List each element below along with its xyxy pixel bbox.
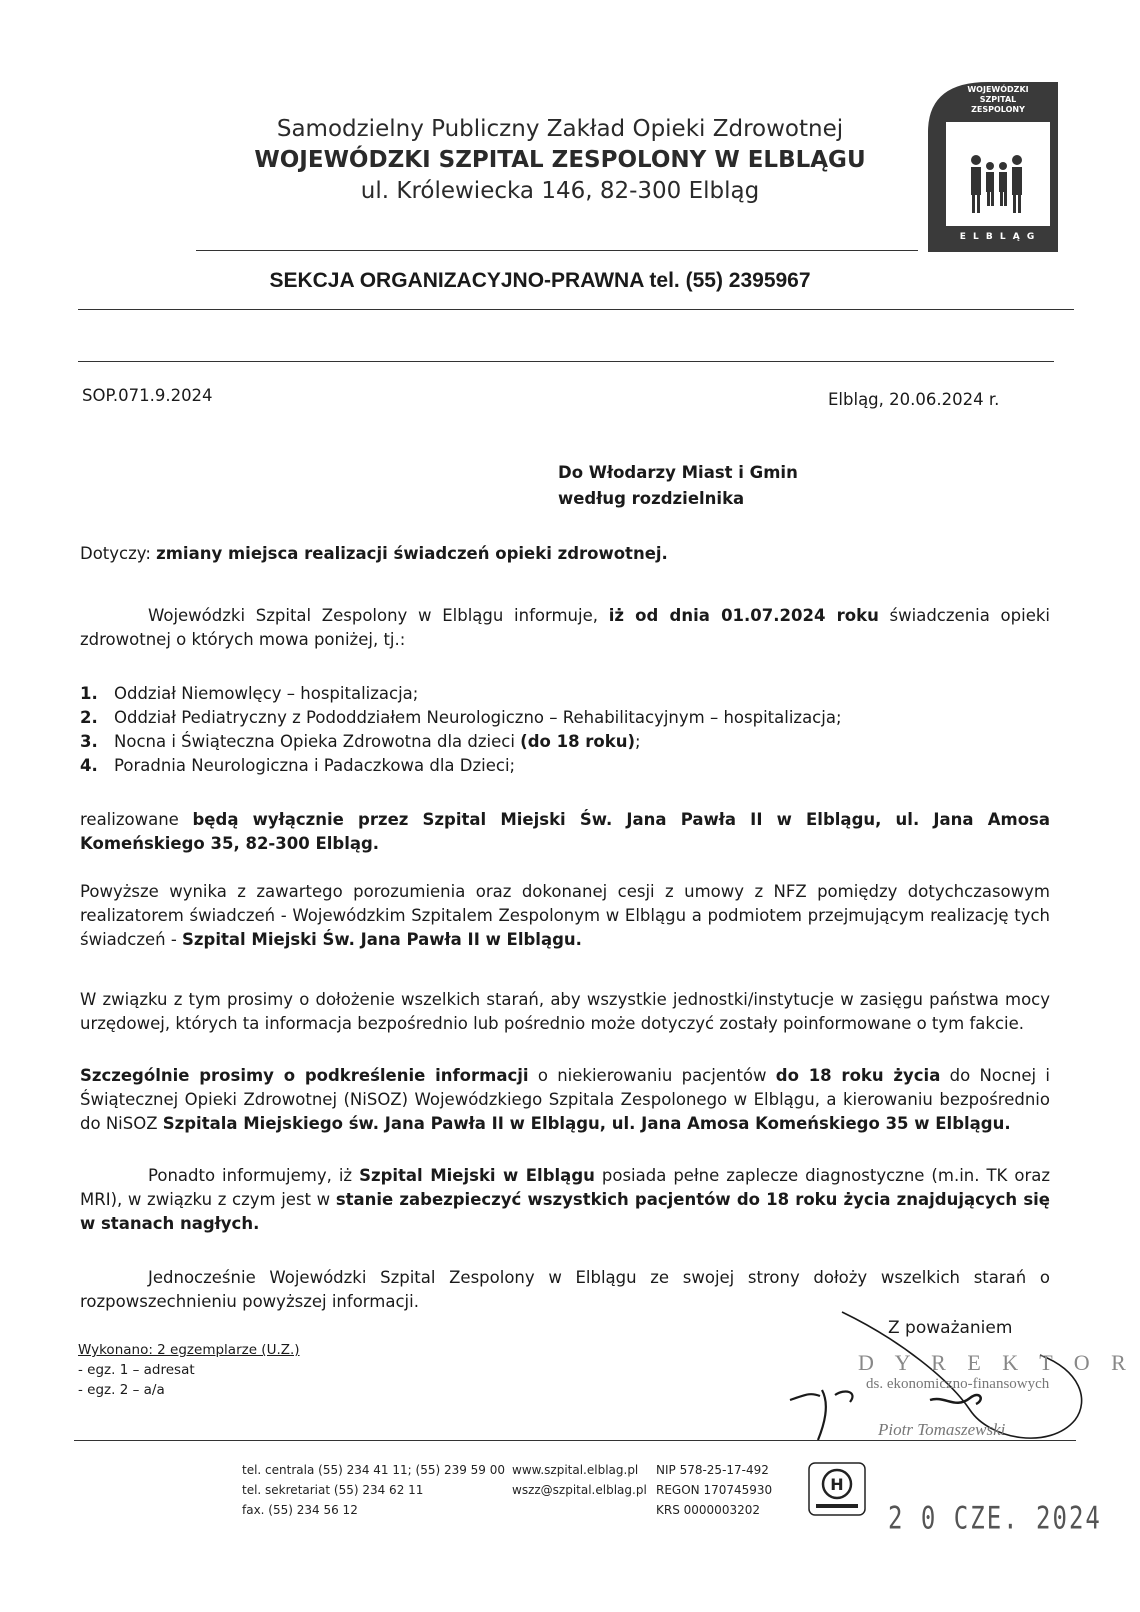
- list-text: Oddział Niemowlęcy – hospitalizacja;: [114, 684, 419, 703]
- hospital-address: ul. Królewiecka 146, 82-300 Elbląg: [360, 178, 760, 204]
- list-bold: (do 18 roku): [520, 732, 636, 751]
- reference-number: SOP.071.9.2024: [82, 386, 213, 405]
- addressee-line-1: Do Włodarzy Miast i Gmin: [558, 463, 798, 482]
- list-item: [80, 706, 842, 730]
- list-item: [80, 682, 842, 706]
- list-item: [80, 730, 842, 754]
- p3-text-2: Szpital Miejski Św. Jana Pawła II w Elblągu.: [182, 930, 582, 949]
- list-number: 4.: [80, 756, 98, 775]
- director-stamp-title: D Y R E K T O R: [858, 1350, 1134, 1375]
- closing-paragraph: Jednocześnie Wojewódzki Szpital Zespolony w Elblągu ze swojej strony dołoży wszelkich starań o rozpowszechnieniu powyższej informacji.: [80, 1268, 1050, 1311]
- signature-initials: [790, 1390, 852, 1440]
- section-title: SEKCJA ORGANIZACYJNO-PRAWNA tel. (55) 2395967: [269, 269, 811, 292]
- addressee: [558, 460, 798, 512]
- realization-paragraph: [80, 808, 1050, 856]
- footer-phones: [242, 1460, 505, 1520]
- request-paragraph: W związku z tym prosimy o dołożenie wszelkich starań, aby wszystkie jednostki/instytucje w zasięgu państwa mocy urzędowej, których ta informacja bezpośrednio lub pośrednio może dotyczyć zostały poinformowane o tym fakcie.: [80, 990, 1050, 1033]
- footer-krs: KRS 0000003202: [656, 1503, 760, 1517]
- director-stamp-name: Piotr Tomaszewski: [878, 1420, 1006, 1439]
- intro-text-2: iż od dnia 01.07.2024 roku: [608, 606, 879, 625]
- list-number: 2.: [80, 708, 98, 727]
- list-text: Poradnia Neurologiczna i Padaczkowa dla Dzieci;: [114, 756, 516, 775]
- footer-phone-secretary: tel. sekretariat (55) 234 62 11: [242, 1483, 424, 1497]
- p5-text-4: do Nocnej i Świątecznej Opieki Zdrowotnej (NiSOZ) Wojewódzkiego Szpitala Zespolonego w Elblągu, a kierowaniu bezpośrednio do NiSOZ: [80, 1066, 1050, 1133]
- footer-web: [512, 1460, 647, 1500]
- addressee-line-2: według rozdzielnika: [558, 489, 745, 508]
- emphasis-paragraph: [80, 1064, 1050, 1136]
- hospital-logo: [928, 82, 1058, 252]
- agreement-paragraph: [80, 880, 1050, 952]
- p3-text-1: Powyższe wynika z zawartego porozumienia oraz dokonanej cesji z umowy z NFZ pomiędzy dotychczasowym realizatorem świadczeń - Wojewódzkim Szpitalem Zespolonym w Elblągu a podmiotem przejmującym realizację tych świadczeń -: [80, 882, 1050, 949]
- section-rule-2: [78, 361, 1054, 362]
- logo-text-3: ZESPOLONY: [971, 105, 1025, 114]
- logo-city: E L B L Ą G: [959, 232, 1037, 242]
- closing-greeting: Z poważaniem: [888, 1318, 1013, 1338]
- p2-text-1: realizowane: [80, 810, 193, 829]
- certificate-letter: H: [830, 1475, 844, 1494]
- institution-name: Samodzielny Publiczny Zakład Opieki Zdrowotnej: [276, 116, 844, 142]
- director-stamp-subtitle: ds. ekonomiczno-finansowych: [866, 1376, 1050, 1392]
- copies-block: [78, 1340, 300, 1400]
- letter-date: Elbląg, 20.06.2024 r.: [828, 390, 1000, 409]
- p5-text-1: Szczególnie prosimy o podkreślenie informacji: [80, 1066, 529, 1085]
- footer-nip: NIP 578-25-17-492: [656, 1463, 769, 1477]
- p5-text-5: Szpitala Miejskiego św. Jana Pawła II w Elblągu, ul. Jana Amosa Komeńskiego 35 w Elblągu.: [162, 1114, 1011, 1133]
- footer-regon: REGON 170745930: [656, 1483, 773, 1497]
- list-after: ;: [635, 732, 641, 751]
- p6-text-1: Ponadto informujemy, iż: [148, 1166, 360, 1185]
- list-number: 3.: [80, 732, 98, 751]
- copy-1: - egz. 1 – adresat: [78, 1362, 195, 1378]
- footer-registry: [656, 1460, 772, 1520]
- list-item: [80, 754, 842, 778]
- header-rule: [196, 250, 918, 251]
- p6-text-3: posiada pełne zaplecze diagnostyczne (m.in. TK oraz MRI), w związku z czym jest w: [80, 1166, 1051, 1209]
- certificate-icon: [808, 1462, 866, 1516]
- footer-email[interactable]: wszz@szpital.elblag.pl: [512, 1483, 647, 1497]
- list-text: Nocna i Świąteczna Opieka Zdrowotna dla dzieci: [114, 732, 521, 751]
- subject-label: Dotyczy:: [80, 544, 157, 563]
- p2-text-2: będą wyłącznie przez Szpital Miejski Św. Jana Pawła II w Elblągu, ul. Jana Amosa Komeńskiego 35, 82-300 Elbląg.: [80, 810, 1050, 853]
- received-date-stamp: 2 0 CZE. 2024: [888, 1500, 1102, 1537]
- copies-title: Wykonano: 2 egzemplarze (U.Z.): [78, 1342, 300, 1358]
- logo-text-1: WOJEWÓDZKI: [967, 85, 1029, 94]
- footer-rule: [74, 1440, 1076, 1441]
- subject-text: zmiany miejsca realizacji świadczeń opieki zdrowotnej.: [156, 544, 668, 563]
- intro-paragraph: [80, 604, 1050, 652]
- intro-text-3: świadczenia opieki zdrowotnej o których mowa poniżej, tj.:: [80, 606, 1050, 649]
- footer-phone-central: tel. centrala (55) 234 41 11; (55) 239 59 00: [242, 1463, 506, 1477]
- subject-line: [80, 544, 668, 563]
- logo-text-2: SZPITAL: [979, 95, 1017, 104]
- footer-website[interactable]: www.szpital.elblag.pl: [512, 1463, 639, 1477]
- p5-text-2: o niekierowaniu pacjentów: [528, 1066, 776, 1085]
- list-text: Oddział Pediatryczny z Pododdziałem Neurologiczno – Rehabilitacyjnym – hospitalizacja;: [114, 708, 842, 727]
- p6-text-2: Szpital Miejski w Elblągu: [359, 1166, 595, 1185]
- hospital-name: WOJEWÓDZKI SZPITAL ZESPOLONY W ELBLĄGU: [254, 147, 866, 173]
- p5-text-3: do 18 roku życia: [775, 1066, 941, 1085]
- services-list: [80, 682, 842, 778]
- intro-text-1: Wojewódzki Szpital Zespolony w Elblągu informuje,: [148, 606, 609, 625]
- signature-scribble: [930, 1395, 981, 1404]
- list-number: 1.: [80, 684, 98, 703]
- copy-2: - egz. 2 – a/a: [78, 1382, 165, 1398]
- footer-fax: fax. (55) 234 56 12: [242, 1503, 358, 1517]
- section-rule-1: [78, 309, 1074, 310]
- diagnostics-paragraph: [80, 1164, 1050, 1236]
- p6-text-4: stanie zabezpieczyć wszystkich pacjentów do 18 roku życia znajdujących się w stanach nagłych.: [80, 1190, 1050, 1233]
